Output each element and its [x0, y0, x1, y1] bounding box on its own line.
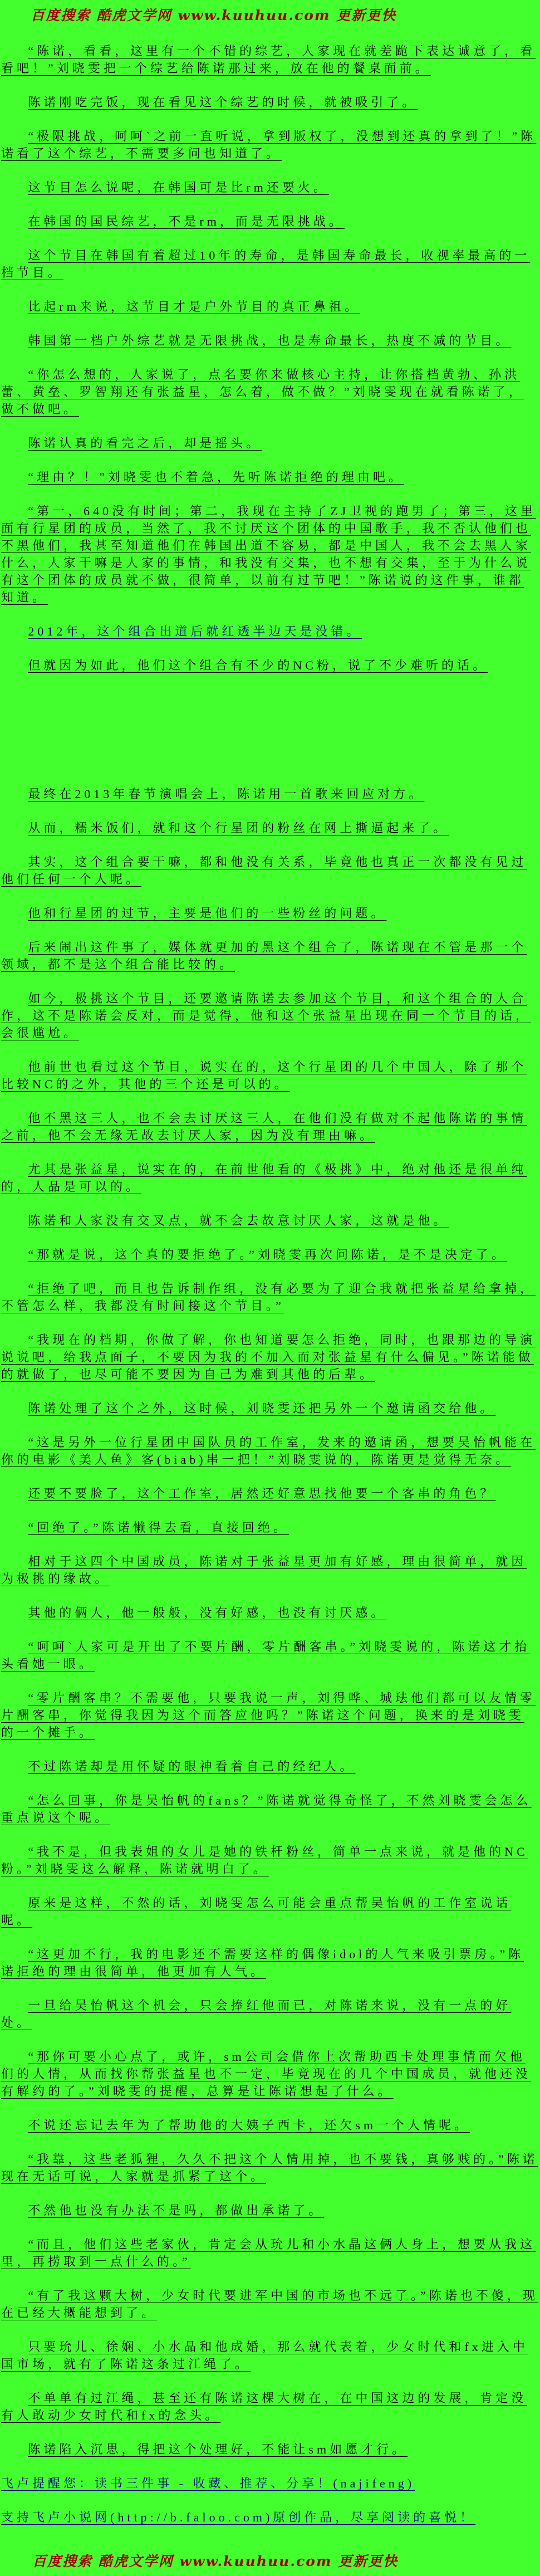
paragraph: 他和行星团的过节，主要是他们的一些粉丝的问题。 — [28, 906, 387, 920]
paragraph: “回绝了。”陈诺懒得去看，直接回绝。 — [28, 1521, 289, 1534]
paragraph: “呵呵`人家可是开出了不要片酬，零片酬客串。”刘晓雯说的，陈诺这才抬头看她一眼。 — [1, 1640, 531, 1671]
paragraph: “理由？！”刘晓雯也不着急，先听陈诺拒绝的理由吧。 — [28, 470, 404, 484]
paragraph: 韩国第一档户外综艺就是无限挑战，也是寿命最长，热度不减的节目。 — [28, 334, 512, 348]
paragraph: 只要玧儿、徐娴、小水晶和他成婚，那么就代表着，少女时代和fx进入中国市场，就有了陈诺这条过江绳了。 — [1, 2340, 528, 2371]
paragraph: 他前世也看过这个节目，说实在的，这个行星团的几个中国人，除了那个比较NC的之外，其他的三个还是可以的。 — [1, 1060, 527, 1091]
link-paragraph[interactable]: 飞卢提醒您：读书三件事 - 收藏、推荐、分享！(najifeng) — [1, 2476, 415, 2490]
paragraph: 比起rm来说，这节目才是户外节目的真正鼻祖。 — [28, 300, 360, 314]
paragraph: “我现在的档期，你做了解，你也知道要怎么拒绝，同时，也跟那边的导演说说吧，给我点面子，不要因为我的不加入而对张益星有什么偏见。”陈诺能做的就做了，也尽可能不要因为自己为难到其他的后辈。 — [1, 1333, 536, 1381]
paragraph: “我不是，但我表姐的女儿是她的铁杆粉丝，简单一点来说，就是他的NC粉。”刘晓雯这么解释，陈诺就明白了。 — [1, 1845, 528, 1876]
paragraph: 不单单有过江绳，甚至还有陈诺这棵大树在，在中国这边的发展，肯定没有人敢动少女时代和fx的念头。 — [1, 2391, 527, 2422]
paragraph: 后来闹出这件事了，媒体就更加的黑这个组合了，陈诺现在不管是那一个领域，都不是这个组合能比较的。 — [1, 940, 527, 971]
paragraph: “第一，640没有时间；第二，我现在主持了ZJ卫视的跑男了；第三，这里面有行星团的成员，当然了，我不讨厌这个团体的中国歌手，我不否认他们也不黑他们，我甚至知道他们在韩国出道不容易，都是中国人，我不会去黑人家什么，人家干嘛是人家的事情，和我没有交集，也不想有交集，至于为什么说有这个团体的成员就不做，很简单，以前有过节吧！”陈诺说的这件事，谁都知道。 — [1, 504, 537, 604]
paragraph: “而且，他们这些老家伙，肯定会从玧儿和小水晶这俩人身上，想要从我这里，再捞取到一点什么的。” — [1, 2237, 536, 2269]
paragraph: “零片酬客串？不需要他，只要我说一声，刘得哗、城珐他们都可以友情零片酬客串，你觉得我因为这个而答应他吗？”陈诺这个问题，换来的是刘晓雯的一个摊手。 — [1, 1691, 536, 1739]
paragraph: 其他的俩人，他一般般，没有好感，也没有讨厌感。 — [28, 1606, 387, 1620]
site-watermark-header: 百度搜索 酷虎文学网 www.kuuhuu.com 更新更快 — [31, 7, 397, 23]
paragraph: “你怎么想的，人家说了，点名要你来做核心主持，让你搭档黄勃、孙洪蕾、黄垒、罗智翔还有张益星，怎么着，做不做？”刘晓雯现在就看陈诺了，做不做吧。 — [1, 368, 524, 416]
paragraph: 陈诺陷入沉思，得把这个处理好，不能让sm如愿才行。 — [28, 2442, 408, 2456]
paragraph: 尤其是张益星，说实在的，在前世他看的《极挑》中，绝对他还是很单纯的，人品是可以的。 — [1, 1162, 527, 1194]
paragraph: “我靠，这些老狐狸，久久不把这个人情用掉，也不要钱，真够贱的。”陈诺现在无话可说，人家就是抓紧了这个。 — [1, 2152, 538, 2183]
paragraph: 陈诺处理了这个之外，这时候，刘晓雯还把另外一个邀请函交给他。 — [28, 1401, 496, 1415]
paragraph: 其实，这个组合要干嘛，都和他没有关系，毕竟他也真正一次都没有见过他们任何一个人呢。 — [1, 855, 527, 886]
paragraph: 在韩国的国民综艺，不是rm，而是无限挑战。 — [28, 214, 345, 228]
paragraph: 一旦给吴怡帆这个机会，只会捧红他而已，对陈诺来说，没有一点的好处。 — [1, 1998, 512, 2030]
paragraph: 还要不要脸了，这个工作室，居然还好意思找他要一个客串的角色？ — [28, 1487, 496, 1500]
paragraph: 2012年，这个组合出道后就红透半边天是没错。 — [28, 624, 362, 638]
paragraph: “这更加不行，我的电影还不需要这样的偶像idol的人气来吸引票房。”陈诺拒绝的理由很简单，他更加有人气。 — [1, 1947, 524, 1978]
paragraph: 从而，糯米饭们，就和这个行星团的粉丝在网上撕逼起来了。 — [28, 821, 449, 835]
paragraph: 不然他也没有办法不是吗，都做出承诺了。 — [28, 2203, 325, 2217]
paragraph: “有了我这颗大树，少女时代要进军中国的市场也不远了。”陈诺也不傻，现在已经大概能想到了。 — [1, 2289, 538, 2320]
paragraph: 陈诺和人家没有交叉点，就不会去故意讨厌人家，这就是他。 — [28, 1214, 449, 1228]
paragraph: “拒绝了吧，而且也告诉制作组，没有必要为了迎合我就把张益星给拿掉，不管怎么样，我都没有时间接这个节目。” — [1, 1282, 536, 1313]
paragraph: “那你可要小心点了，或许，sm公司会借你上次帮助西卡处理事情而欠他们的人情，从而找你帮张益星也不一定，毕竟现在的几个中国成员，就他还没有解约的了。”刘晓雯的提醒，总算是让陈诺想起了什么。 — [1, 2050, 532, 2098]
site-watermark-footer: 百度搜索 酷虎文学网 www.kuuhuu.com 更新更快 — [32, 2553, 399, 2569]
chapter-text — [0, 42, 540, 2526]
paragraph: 如今，极挑这个节目，还要邀请陈诺去参加这个节目，和这个组合的人合作，这不是陈诺会反对，而是觉得，他和这个张益星出现在同一个节目的话，会很尴尬。 — [1, 991, 532, 1040]
paragraph: 相对于这四个中国成员，陈诺对于张益星更加有好感，理由很简单，就因为极挑的缘故。 — [1, 1555, 527, 1586]
paragraph: “极限挑战，呵呵`之前一直听说，拿到版权了，没想到还真的拿到了！”陈诺看了这个综艺，不需要多问也知道了。 — [1, 129, 537, 160]
paragraph: 最终在2013年春节演唱会上，陈诺用一首歌来回应对方。 — [28, 787, 425, 801]
paragraph: “陈诺，看看，这里有一个不错的综艺，人家现在就差跪下表达诚意了，看看吧！”刘晓雯把一个综艺给陈诺那过来，放在他的餐桌面前。 — [1, 44, 536, 75]
paragraph: 但就因为如此，他们这个组合有不少的NC粉，说了不少难听的话。 — [28, 658, 488, 672]
paragraph: 陈诺认真的看完之后，却是摇头。 — [28, 436, 262, 450]
paragraph: 他不黑这三人，也不会去讨厌这三人，在他们没有做对不起他陈诺的事情之前，他不会无缘无故去讨厌人家，因为没有理由嘛。 — [1, 1111, 527, 1142]
paragraph: 不说还忘记去年为了帮助他的大姨子西卡，还欠sm一个人情呢。 — [28, 2118, 470, 2132]
paragraph: “这是另外一位行星团中国队员的工作室，发来的邀请函，想要吴怡帆能在你的电影《美人鱼》客(biab)串一把！”刘晓雯说的，陈诺更是觉得无奈。 — [1, 1435, 536, 1467]
paragraph: 这个节目在韩国有着超过10年的寿命，是韩国寿命最长，收视率最高的一档节目。 — [1, 248, 531, 280]
paragraph: 原来是这样，不然的话，刘晓雯怎么可能会重点帮吴怡帆的工作室说话呢。 — [1, 1896, 512, 1927]
paragraph: “那就是说，这个真的要拒绝了。”刘晓雯再次问陈诺，是不是决定了。 — [28, 1248, 507, 1262]
paragraph: “怎么回事，你是吴怡帆的fans？”陈诺就觉得奇怪了，不然刘晓雯会怎么重点说这个呢。 — [1, 1793, 532, 1825]
paragraph: 这节目怎么说呢，在韩国可是比rm还要火。 — [28, 180, 329, 194]
link-paragraph[interactable]: 支持飞卢小说网(http://b.faloo.com)原创作品，尽享阅读的喜悦！ — [1, 2510, 476, 2524]
paragraph: 不过陈诺却是用怀疑的眼神看着自己的经纪人。 — [28, 1759, 356, 1773]
paragraph: 陈诺刚吃完饭，现在看见这个综艺的时候，就被吸引了。 — [28, 95, 418, 109]
